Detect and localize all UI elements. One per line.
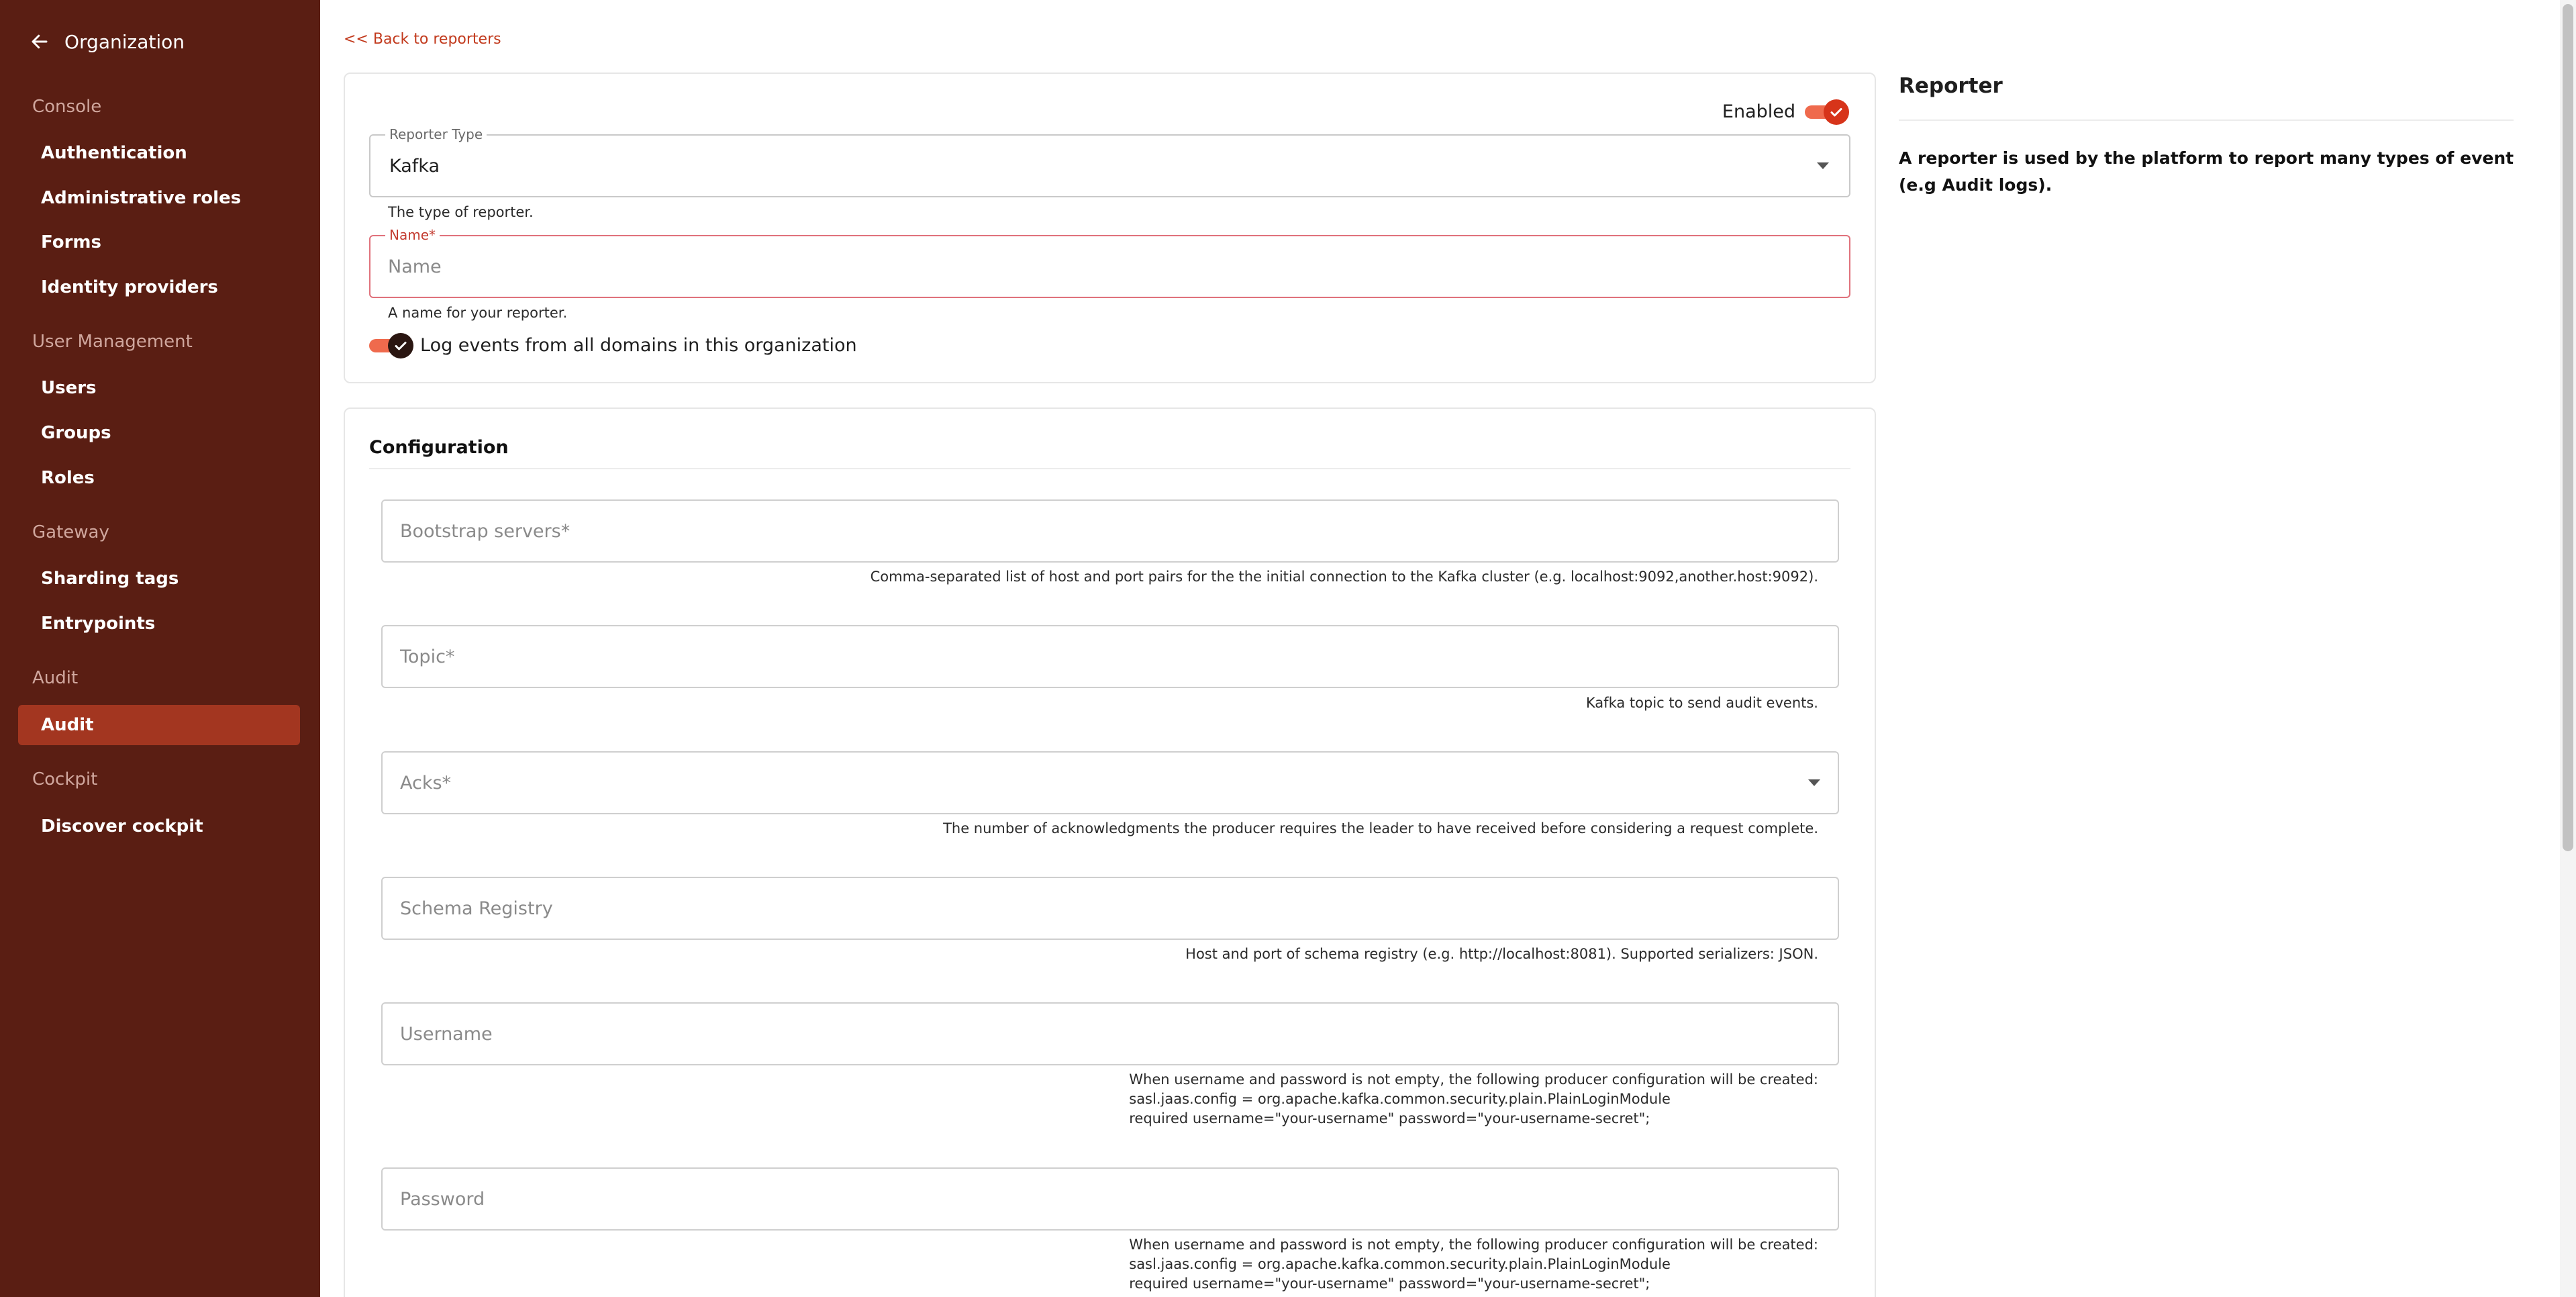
password-hint-line: When username and password is not empty, the following producer configuration will be created: <box>1129 1237 1818 1253</box>
sidebar-item-identity-providers[interactable]: Identity providers <box>41 277 218 297</box>
sidebar <box>0 0 320 1297</box>
topic-hint: Kafka topic to send audit events. <box>1585 695 1818 711</box>
password-hint-line: sasl.jaas.config = org.apache.kafka.common.security.plain.PlainLoginModule <box>1129 1256 1671 1272</box>
name-hint: A name for your reporter. <box>388 305 568 321</box>
username-hint-line: required username="your-username" password="your-username-secret"; <box>1129 1110 1650 1126</box>
log-all-domains-row <box>369 333 857 357</box>
sidebar-section-cockpit: Cockpit <box>32 769 98 789</box>
sidebar-item-groups[interactable]: Groups <box>41 423 111 443</box>
sidebar-section-gateway: Gateway <box>32 522 109 542</box>
sidebar-item-administrative-roles[interactable]: Administrative roles <box>41 188 242 208</box>
reporter-type-hint: The type of reporter. <box>388 204 534 220</box>
schema-registry-field[interactable] <box>381 877 1839 940</box>
acks-hint: The number of acknowledgments the producer requires the leader to have received before considering a request complete. <box>943 820 1818 836</box>
info-panel-title: Reporter <box>1899 74 2003 98</box>
password-field[interactable] <box>381 1167 1839 1231</box>
sidebar-item-entrypoints[interactable]: Entrypoints <box>41 614 156 634</box>
reporter-type-value: Kafka <box>389 155 440 177</box>
info-panel-text: A reporter is used by the platform to report many types of event (e.g Audit logs). <box>1899 148 2514 195</box>
username-hint <box>1129 1070 1818 1128</box>
username-field[interactable] <box>381 1002 1839 1065</box>
chevron-down-icon <box>1808 779 1820 786</box>
sidebar-item-sharding-tags[interactable]: Sharding tags <box>41 569 179 589</box>
scrollbar-track[interactable] <box>2560 0 2576 1297</box>
username-hint-line: sasl.jaas.config = org.apache.kafka.common.security.plain.PlainLoginModule <box>1129 1091 1671 1107</box>
sidebar-section-console: Console <box>32 97 102 117</box>
configuration-title: Configuration <box>369 437 509 458</box>
check-icon <box>1828 104 1844 120</box>
reporter-type-legend: Reporter Type <box>385 126 487 142</box>
name-field[interactable] <box>369 227 1850 298</box>
arrow-left-icon <box>30 32 50 52</box>
reporter-type-select[interactable] <box>369 126 1850 197</box>
reporter-general-card <box>344 73 1876 383</box>
bootstrap-servers-hint: Comma-separated list of host and port pairs for the the initial connection to the Kafka cluster (e.g. localhost:9092,another.host:9092). <box>870 569 1818 585</box>
password-hint-line: required username="your-username" password="your-username-secret"; <box>1129 1276 1650 1292</box>
divider <box>369 468 1850 469</box>
enabled-toggle[interactable] <box>1805 99 1849 124</box>
sidebar-item-users[interactable]: Users <box>41 378 97 398</box>
topic-input[interactable] <box>400 626 1815 687</box>
username-hint-line: When username and password is not empty, the following producer configuration will be created: <box>1129 1071 1818 1088</box>
sidebar-item-authentication[interactable]: Authentication <box>41 143 187 163</box>
check-icon <box>393 338 409 354</box>
password-input[interactable] <box>400 1169 1815 1229</box>
organization-title: Organization <box>64 30 185 53</box>
sidebar-item-forms[interactable]: Forms <box>41 232 101 252</box>
topic-field[interactable] <box>381 625 1839 688</box>
log-all-domains-label: Log events from all domains in this organization <box>420 334 857 356</box>
sidebar-item-roles[interactable]: Roles <box>41 468 95 488</box>
sidebar-item-discover-cockpit[interactable]: Discover cockpit <box>41 816 203 836</box>
chevron-down-icon <box>1817 162 1829 169</box>
acks-placeholder: Acks* <box>400 772 452 794</box>
name-input[interactable] <box>388 236 1832 297</box>
bootstrap-servers-field[interactable] <box>381 499 1839 563</box>
schema-registry-hint: Host and port of schema registry (e.g. http://localhost:8081). Supported serializers: JSON. <box>1185 946 1818 962</box>
username-input[interactable] <box>400 1004 1815 1064</box>
back-to-organization-button[interactable] <box>30 28 185 55</box>
bootstrap-servers-input[interactable] <box>400 501 1815 561</box>
configuration-card <box>344 407 1876 1297</box>
enabled-label: Enabled <box>1722 101 1795 122</box>
name-legend: Name* <box>385 227 440 243</box>
toggle-knob <box>1824 99 1849 125</box>
acks-select[interactable] <box>381 751 1839 814</box>
password-hint <box>1129 1235 1818 1294</box>
sidebar-item-audit[interactable]: Audit <box>18 705 300 745</box>
back-to-reporters-link[interactable]: << Back to reporters <box>344 31 501 48</box>
log-all-domains-toggle[interactable] <box>369 333 413 357</box>
toggle-knob <box>388 333 413 358</box>
sidebar-section-audit: Audit <box>32 668 79 688</box>
scrollbar-thumb[interactable] <box>2563 4 2573 851</box>
enabled-toggle-group <box>1722 99 1849 124</box>
sidebar-section-user-management: User Management <box>32 332 193 352</box>
divider <box>1899 119 2514 121</box>
schema-registry-input[interactable] <box>400 878 1815 939</box>
